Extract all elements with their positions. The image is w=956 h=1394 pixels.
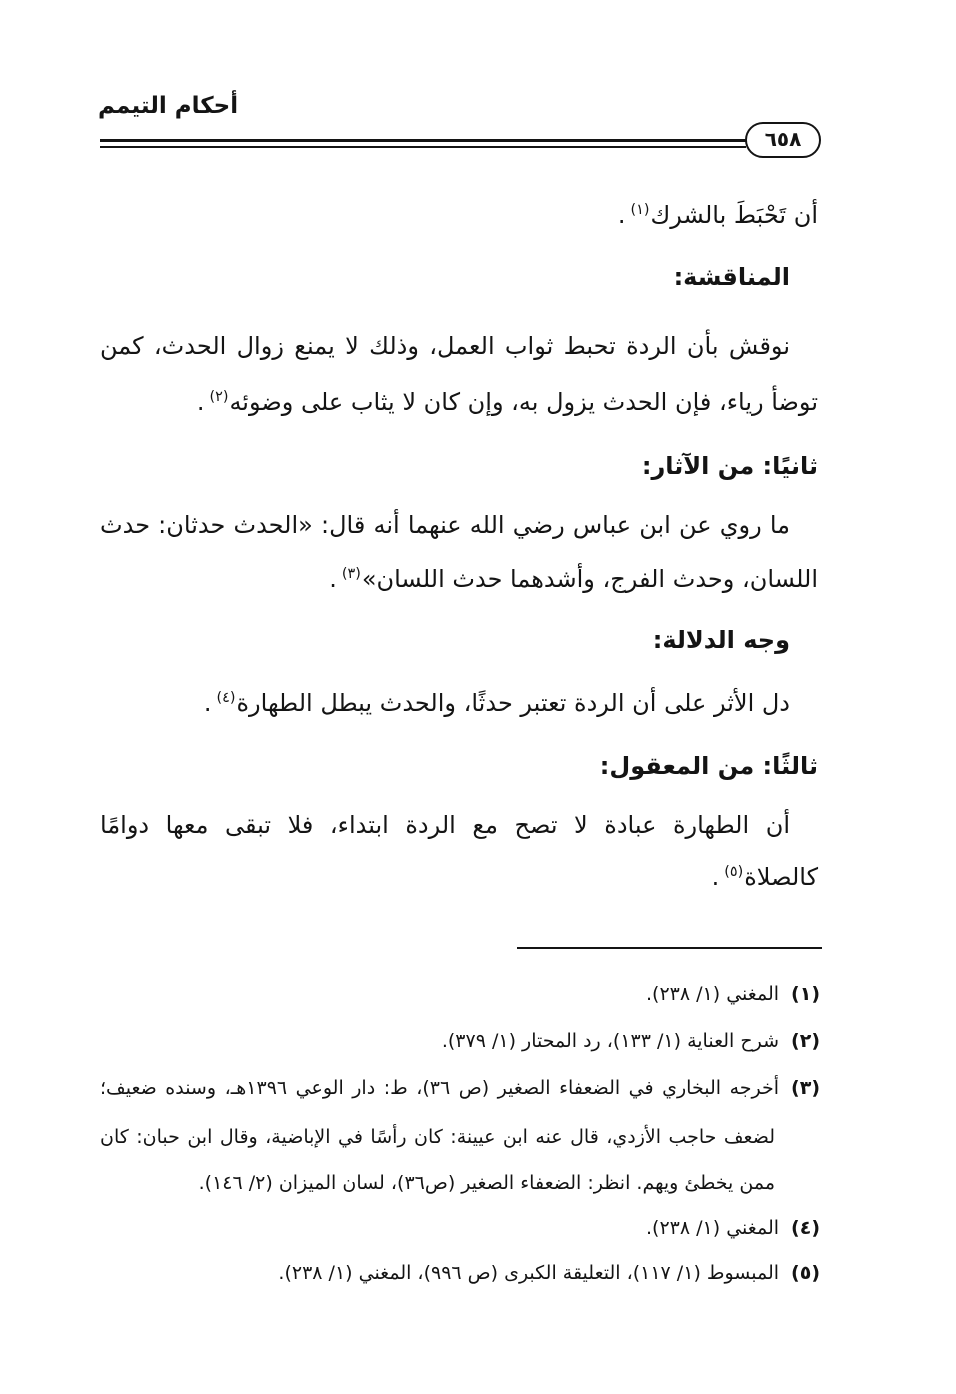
footnote-number: (٥): [791, 1262, 820, 1284]
footnote-ref-3: (٣): [341, 566, 361, 583]
footnote-4: [100, 1213, 820, 1243]
discussion-line-2: [100, 380, 818, 424]
intro-text: أن تَحْبَطَ بالشرك: [650, 201, 818, 229]
footnote-text: المبسوط (١/ ١١٧)، التعليقة الكبرى (ص ٩٩٦)، المغني (١/ ٢٣٨).: [278, 1262, 780, 1284]
evidence-text: دل الأثر على أن الردة تعتبر حدثًا، والحدث يبطل الطهارة: [236, 689, 790, 717]
footnote-number: (٤): [791, 1217, 820, 1239]
page-number-badge: ٦٥٨: [745, 122, 821, 158]
athar-line-1: ما روي عن ابن عباس رضي الله عنهما أنه قال: «الحدث حدثان: حدث: [100, 511, 790, 539]
footnote-text: أخرجه البخاري في الضعفاء الصغير (ص ٣٦)، ط: دار الوعي ١٣٩٦هـ، وسنده ضعيف؛: [100, 1077, 780, 1099]
footnote-separator: [517, 947, 822, 949]
footnote-ref-5: (٥): [724, 864, 744, 881]
discussion-end-period: .: [196, 388, 205, 416]
evidence-line: [100, 681, 790, 725]
reason-line-2: [100, 855, 818, 899]
footnote-text: شرح العناية (١/ ١٣٣)، رد المحتار (١/ ٣٧٩).: [441, 1030, 780, 1052]
athar-line-2-text: اللسان، وحدث الفرج، وأشدهما حدث اللسان»: [361, 565, 818, 593]
footnote-number: (٢): [791, 1030, 820, 1052]
footnote-3-line-3: ممن يخطئ ويهم. انظر: الضعفاء الصغير (ص٣٦)، لسان الميزان (٢/ ١٤٦).: [198, 1172, 775, 1194]
footnote-3-line-2: لضعف حاجب الأزدي، قال عنه ابن عيينة: كان رأسًا في الإباضية، وقال ابن حبان: كان: [100, 1126, 775, 1148]
footnote-2: [100, 1026, 820, 1056]
footnote-number: (١): [791, 983, 820, 1005]
footnote-text: المغني (١/ ٢٣٨).: [646, 983, 780, 1005]
reason-end-period: .: [711, 863, 720, 891]
footnote-3-line-1: [100, 1073, 820, 1103]
footnote-ref-2: (٢): [209, 389, 229, 406]
athar-end-period: .: [329, 565, 337, 593]
footnote-text: المغني (١/ ٢٣٨).: [646, 1217, 780, 1239]
footnote-ref-4: (٤): [216, 690, 236, 707]
header-rule-thick: [100, 139, 746, 142]
header-rule-thin: [100, 146, 746, 148]
footnote-5: [100, 1258, 820, 1288]
heading-from-athar: ثانيًا: من الآثار:: [641, 452, 818, 480]
discussion-line-1: نوقش بأن الردة تحبط ثواب العمل، وذلك لا يمنع زوال الحدث، كمن: [100, 332, 790, 360]
discussion-line-2-text: توضأ رياء، فإن الحدث يزول به، وإن كان لا يثاب على وضوئه: [229, 388, 818, 416]
heading-from-reason: ثالثًا: من المعقول:: [599, 752, 818, 780]
reason-line-1: أن الطهارة عبادة لا تصح مع الردة ابتداء، فلا تبقى معها دوامًا: [100, 811, 790, 839]
footnote-ref-1: (١): [630, 202, 650, 219]
running-header-title: أحكام التيمم: [98, 93, 239, 119]
heading-discussion: المناقشة:: [673, 263, 790, 291]
intro-end-period: .: [617, 201, 626, 229]
reason-line-2-text: كالصلاة: [744, 863, 818, 891]
athar-line-2: [100, 557, 818, 601]
heading-evidence: وجه الدلالة:: [652, 626, 790, 654]
footnote-1: [100, 979, 820, 1009]
footnote-number: (٣): [791, 1077, 821, 1099]
evidence-end-period: .: [203, 689, 212, 717]
intro-line: [100, 193, 818, 237]
